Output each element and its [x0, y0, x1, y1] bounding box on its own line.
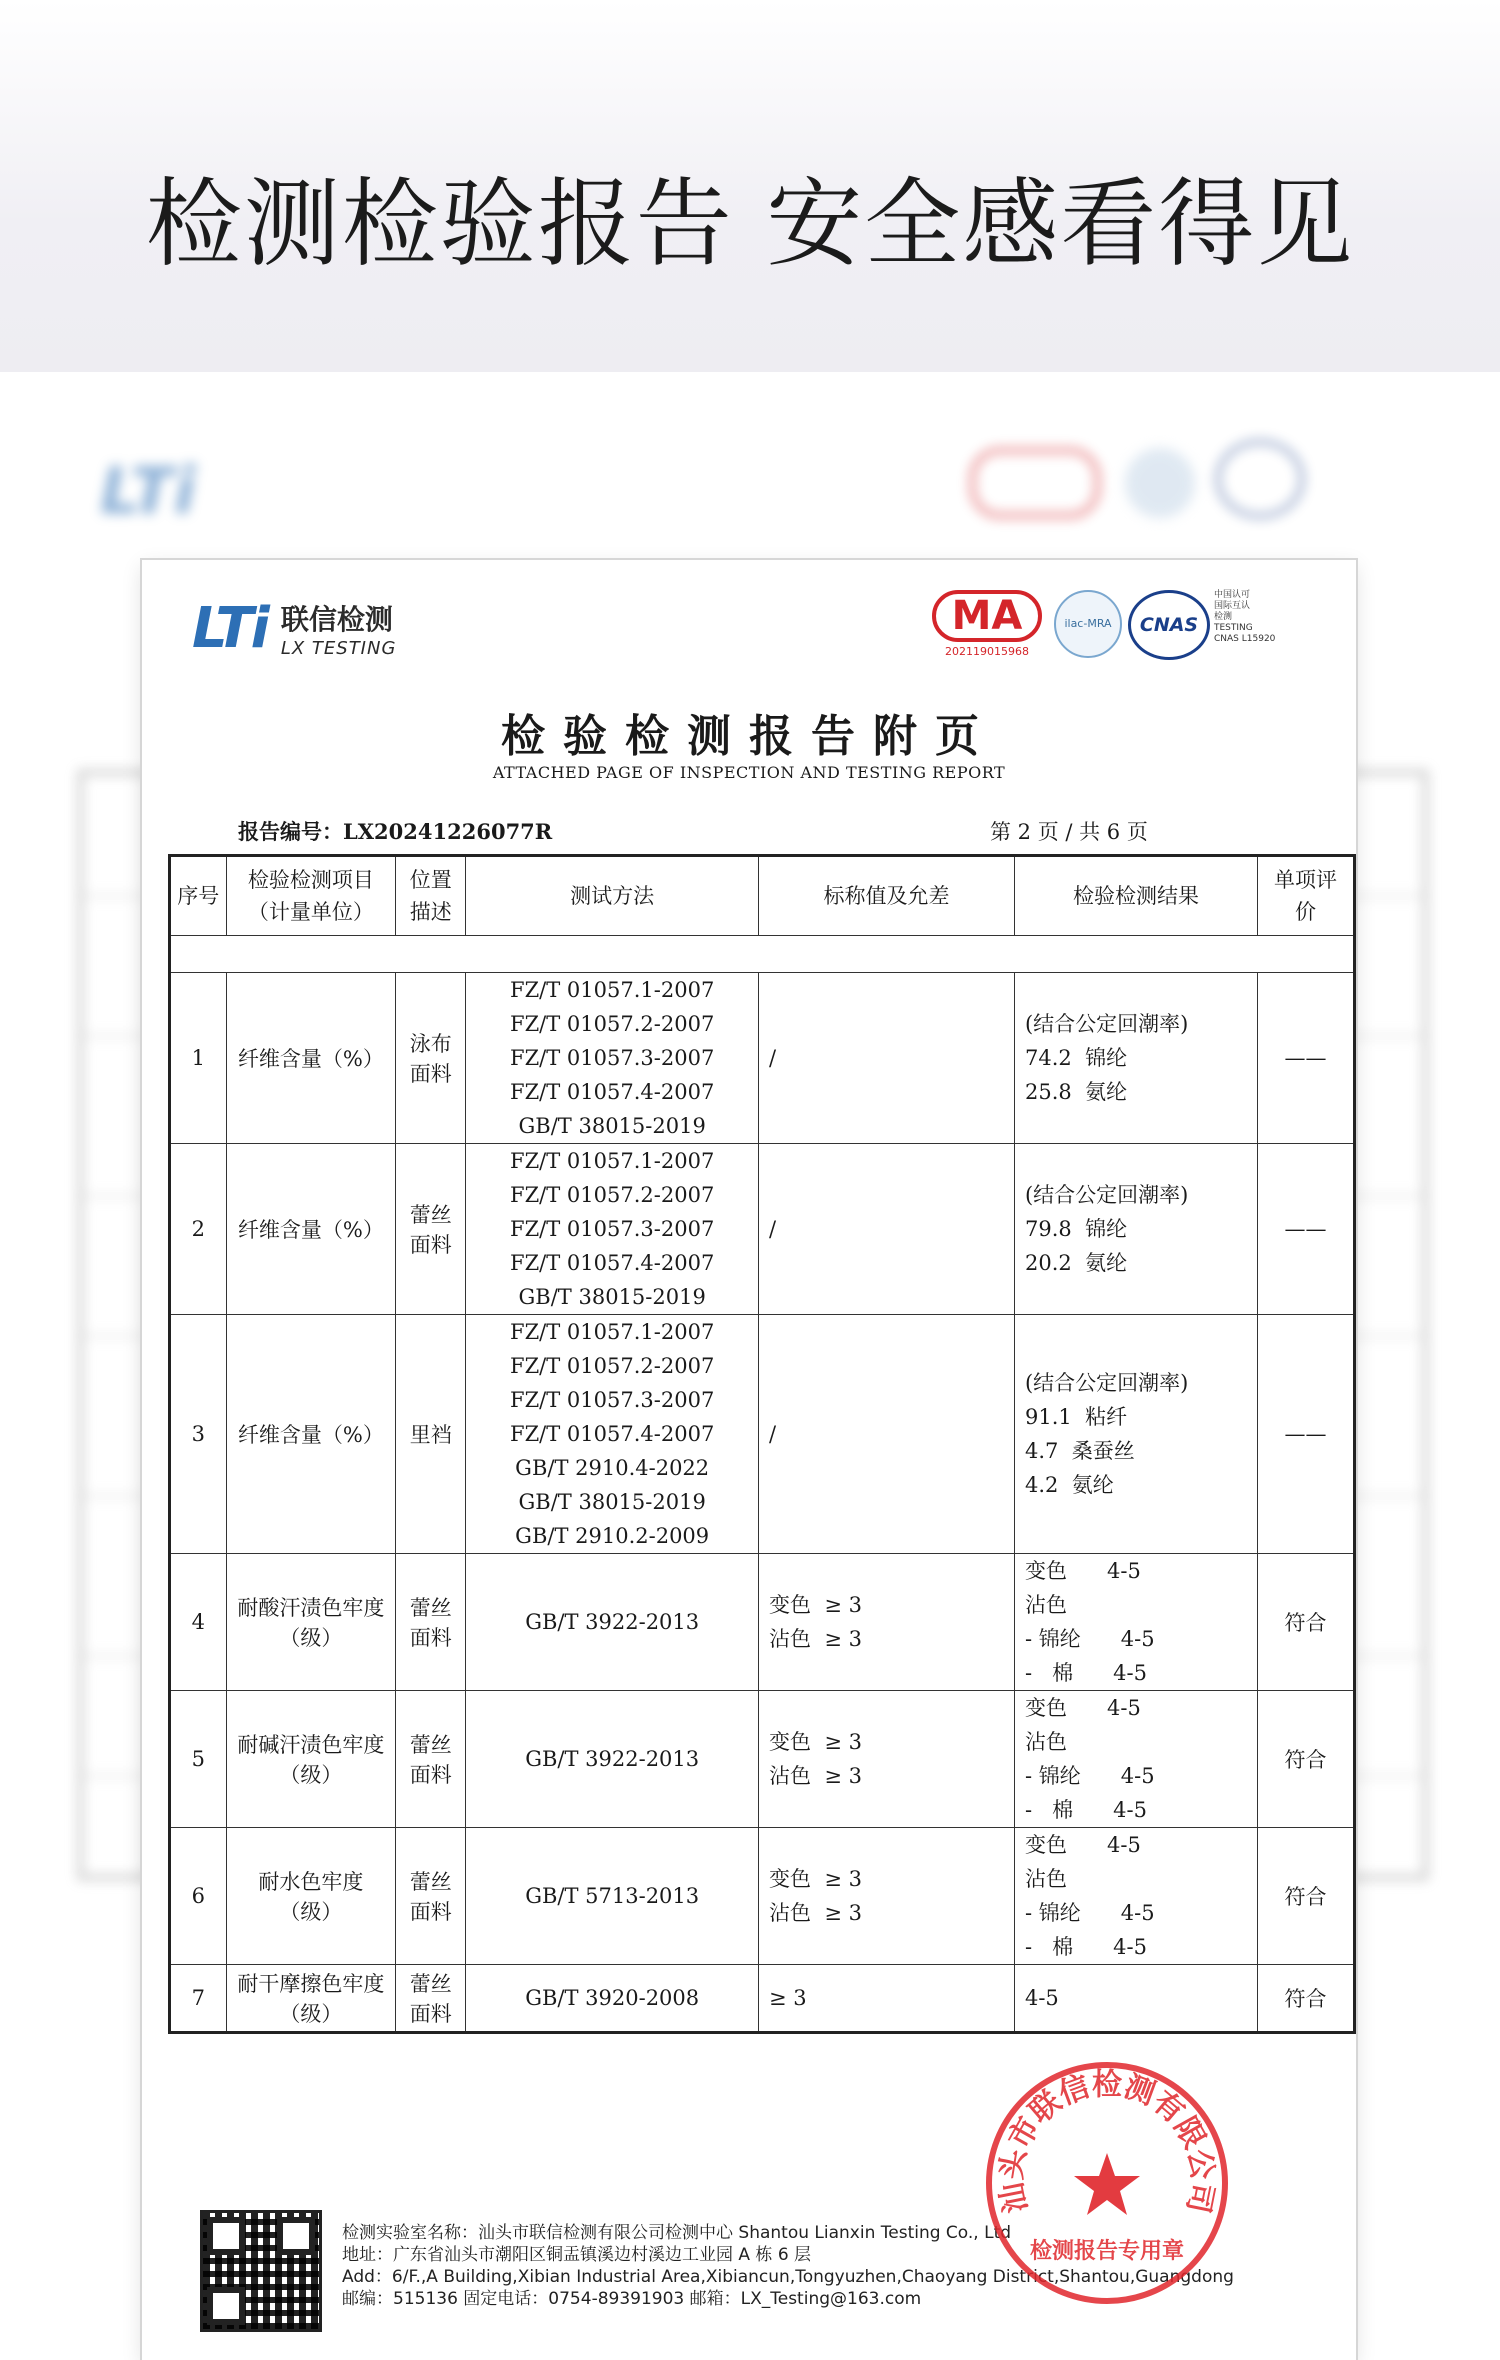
header-method: 测试方法 [466, 856, 759, 936]
stamp-star-icon [1074, 2153, 1140, 2215]
footer-address-en: Add：6/F.,A Building,Xibian Industrial Area,Xibiancun,Tongyuzhen,Chaoyang District,Shantou,Guangdong [342, 2267, 1234, 2287]
report-number: 报告编号：LX20241226077R [238, 819, 553, 844]
cnas-seal: CNAS [1128, 590, 1210, 660]
cell-result: (结合公定回潮率) 79.8 锦纶 20.2 氨纶 [1014, 1144, 1257, 1315]
cell-method: GB/T 3920-2008 [466, 1965, 759, 2033]
cell-item: 耐干摩擦色牢度（级） [226, 1965, 396, 2033]
cell-seq: 5 [170, 1691, 227, 1828]
cell-spec: 变色 ≥ 3 沾色 ≥ 3 [759, 1691, 1015, 1828]
cell-seq: 3 [170, 1315, 227, 1554]
table-row [170, 1691, 1355, 1828]
lab-name-cn: 联信检测 [280, 603, 393, 636]
page-headline: 检测检验报告 安全感看得见 [145, 168, 1355, 280]
header-eval: 单项评价 [1257, 856, 1354, 936]
cell-position: 里裆 [396, 1315, 466, 1554]
table-row [170, 1144, 1355, 1315]
lab-logo-mark: LTi [192, 596, 267, 661]
cell-method: GB/T 3922-2013 [466, 1691, 759, 1828]
cell-eval: —— [1257, 1144, 1354, 1315]
cell-seq: 1 [170, 973, 227, 1144]
cell-item: 纤维含量（%） [226, 1315, 396, 1554]
cell-seq: 7 [170, 1965, 227, 2033]
cell-method: GB/T 5713-2013 [466, 1828, 759, 1965]
certification-marks [932, 590, 1332, 680]
cell-seq: 4 [170, 1554, 227, 1691]
header-spec: 标称值及允差 [759, 856, 1015, 936]
lab-name-en: LX TESTING [280, 638, 397, 659]
cell-result: (结合公定回潮率) 74.2 锦纶 25.8 氨纶 [1014, 973, 1257, 1144]
cell-item: 耐碱汗渍色牢度（级） [226, 1691, 396, 1828]
ilac-mra-seal: ilac-MRA [1054, 590, 1122, 658]
cell-item: 纤维含量（%） [226, 1144, 396, 1315]
official-stamp [982, 2058, 1232, 2308]
background-logo [100, 455, 196, 529]
header-result: 检验检测结果 [1014, 856, 1257, 936]
table-row [170, 1315, 1355, 1554]
cell-result: 变色 4-5 沾色 - 锦纶 4-5 - 棉 4-5 [1014, 1554, 1257, 1691]
cell-result: 4-5 [1014, 1965, 1257, 2033]
stamp-bottom-text: 检测报告专用章 [1029, 2239, 1185, 2264]
spacer-row [170, 936, 1355, 973]
footer-address-cn: 地址：广东省汕头市潮阳区铜盂镇溪边村溪边工业园 A 栋 6 层 [342, 2245, 812, 2265]
cell-result: 变色 4-5 沾色 - 锦纶 4-5 - 棉 4-5 [1014, 1828, 1257, 1965]
page-indicator: 第 2 页 / 共 6 页 [990, 820, 1148, 844]
cell-method: GB/T 3922-2013 [466, 1554, 759, 1691]
cell-spec: / [759, 1315, 1015, 1554]
report-title: 检验检测报告附页 [501, 711, 997, 762]
lab-logo [192, 596, 396, 661]
cell-spec: ≥ 3 [759, 1965, 1015, 2033]
cell-eval: —— [1257, 1315, 1354, 1554]
header-seq: 序号 [170, 856, 227, 936]
cell-method: FZ/T 01057.1-2007 FZ/T 01057.2-2007 FZ/T 01057.3-2007 FZ/T 01057.4-2007 GB/T 38015-2019 [466, 1144, 759, 1315]
ma-seal [932, 590, 1042, 658]
footer-contact: 邮编：515136 固定电话：0754-89391903 邮箱：LX_Testing@163.com [342, 2289, 922, 2309]
cnas-accreditation-text: 中国认可 国际互认 检测 TESTING CNAS L15920 [1214, 590, 1276, 644]
cell-spec: 变色 ≥ 3 沾色 ≥ 3 [759, 1828, 1015, 1965]
table-header-row [170, 856, 1355, 936]
report-subtitle: ATTACHED PAGE OF INSPECTION AND TESTING REPORT [492, 763, 1006, 782]
table-row [170, 1554, 1355, 1691]
cell-eval: —— [1257, 973, 1354, 1144]
cell-item: 耐水色牢度（级） [226, 1828, 396, 1965]
background-cert-seals [970, 440, 1304, 522]
cell-eval: 符合 [1257, 1965, 1354, 2033]
cell-method: FZ/T 01057.1-2007 FZ/T 01057.2-2007 FZ/T 01057.3-2007 FZ/T 01057.4-2007 GB/T 38015-2019 [466, 973, 759, 1144]
ma-seal-text: MA [932, 590, 1042, 642]
header-item: 检验检测项目（计量单位） [226, 856, 396, 936]
cell-item: 耐酸汗渍色牢度（级） [226, 1554, 396, 1691]
footer-lab-name: 检测实验室名称：汕头市联信检测有限公司检测中心 Shantou Lianxin Testing Co., Ltd [342, 2223, 1012, 2243]
ma-seal-number: 202119015968 [945, 645, 1029, 658]
cell-seq: 2 [170, 1144, 227, 1315]
cell-eval: 符合 [1257, 1691, 1354, 1828]
results-table [168, 854, 1356, 2034]
cell-position: 蕾丝面料 [396, 1144, 466, 1315]
cell-position: 蕾丝面料 [396, 1828, 466, 1965]
cell-result: (结合公定回潮率) 91.1 粘纤 4.7 桑蚕丝 4.2 氨纶 [1014, 1315, 1257, 1554]
qr-code [200, 2210, 322, 2332]
table-row [170, 973, 1355, 1144]
cell-spec: 变色 ≥ 3 沾色 ≥ 3 [759, 1554, 1015, 1691]
table-row [170, 1828, 1355, 1965]
cell-item: 纤维含量（%） [226, 973, 396, 1144]
cell-spec: / [759, 1144, 1015, 1315]
cell-spec: / [759, 973, 1015, 1144]
background-logo-mark: LTi [100, 455, 196, 529]
stamp-ring-text: 汕头市联信检测有限公司 [994, 2067, 1220, 2216]
header-position: 位置描述 [396, 856, 466, 936]
cell-method: FZ/T 01057.1-2007 FZ/T 01057.2-2007 FZ/T 01057.3-2007 FZ/T 01057.4-2007 GB/T 2910.4-2022 GB/T 38015-2019 GB/T 2910.2-2009 [466, 1315, 759, 1554]
cell-seq: 6 [170, 1828, 227, 1965]
cell-eval: 符合 [1257, 1554, 1354, 1691]
cell-eval: 符合 [1257, 1828, 1354, 1965]
cell-position: 蕾丝面料 [396, 1554, 466, 1691]
table-row [170, 1965, 1355, 2033]
cell-position: 蕾丝面料 [396, 1691, 466, 1828]
cell-position: 泳布面料 [396, 973, 466, 1144]
cell-result: 变色 4-5 沾色 - 锦纶 4-5 - 棉 4-5 [1014, 1691, 1257, 1828]
cell-position: 蕾丝面料 [396, 1965, 466, 2033]
report-sheet [142, 560, 1356, 2360]
